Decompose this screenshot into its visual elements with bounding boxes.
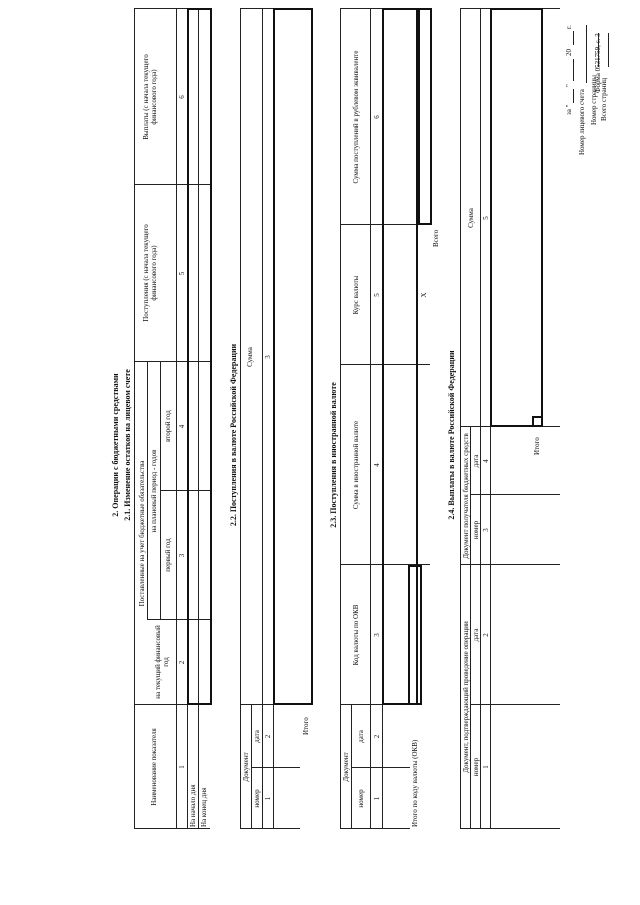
receipts-col: Поступления (с начала текущего финансового года) bbox=[142, 224, 158, 322]
indicator-header: Наименование показателя bbox=[150, 728, 158, 806]
recipient-doc-header: Документ получателя бюджетных средств bbox=[462, 433, 470, 559]
number-col: номер bbox=[253, 789, 261, 808]
year-suffix: г. bbox=[565, 25, 573, 29]
rub-sum-col: Сумма поступлений в рублевом эквиваленте bbox=[352, 50, 360, 184]
page-number-line bbox=[598, 33, 599, 67]
doc-header: Документ bbox=[242, 752, 250, 782]
total-pages-label: Всего страниц bbox=[600, 77, 608, 121]
payments-sum-col: Сумма bbox=[467, 208, 475, 228]
section-24-title: 2.4. Выплаты в валюте Российской Федерации bbox=[447, 350, 456, 520]
date-prefix: за " bbox=[565, 104, 573, 115]
account-number-line bbox=[586, 25, 587, 83]
payments-rub-total: Итого bbox=[533, 437, 541, 455]
section-23-title: 2.3. Поступления в иностранной валюте bbox=[329, 382, 338, 528]
payments-total-box bbox=[532, 416, 543, 427]
okv-col: Код валюты по ОКВ bbox=[352, 604, 360, 666]
section-title: 2. Операции с бюджетными средствами bbox=[111, 373, 120, 517]
form-sheet: Форма 0531759, с. 3 Номер лицевого счета за " " 20 г. 2. Операции с бюджетными средствами 2.1. Изменение остатков на лицевом счете Наименование показателя Поставленные на учет бюджетные обязательства на текущий финансовый год на плановый период - годов первый год второй год Поступления (с начала текущего финансового года) Выплаты (с начала текущего финансового года) 1 2 3 4 5 6 На начало дня На конец дня 2.2. Поступления в валюте Российской Федерации Документ номер дата Сумма 1 2 3 Итого 2.3. Поступления в иностранной валюте Документ номер дата Код валюты по ОКВ Сумма в иностранной валюте Курс валюты Сумма поступлений в рублевом эквиваленте 1 2 3 4 5 6 Итого по коду валюты (ОКВ) X Всего 2.4. Выплаты в валюте Российской Федерации Документ, подтверждающий проведение операции Документ получателя бюджетных средств номер дата номер дата Сумма 1 2 3 4 5 Итого Номер страницы Всего страниц bbox=[0, 0, 640, 905]
planning-period-header: на плановый период - годов bbox=[150, 449, 158, 533]
budget-obligations-header: Поставленные на учет бюджетные обязательства bbox=[138, 460, 146, 607]
payments-rub-data-box bbox=[490, 8, 543, 427]
okv-total-box bbox=[408, 565, 422, 705]
section-22-title: 2.2. Поступления в валюте Российской Федерации bbox=[229, 343, 238, 527]
second-year-col: второй год bbox=[164, 410, 172, 442]
current-year-col: на текущий финансовый год bbox=[154, 625, 170, 699]
page-number-label: Номер страницы bbox=[590, 74, 598, 125]
first-year-col: первый год bbox=[164, 538, 172, 572]
row-end-of-day: На конец дня bbox=[200, 787, 208, 827]
sum-col: Сумма bbox=[246, 347, 254, 367]
year-prefix: 20 bbox=[565, 49, 573, 56]
balance-data-box bbox=[187, 8, 212, 705]
section-21-title: 2.1. Изменение остатков на лицевом счете bbox=[123, 369, 132, 521]
grand-total-box bbox=[418, 8, 432, 225]
form-code: Форма 0531759, с. 3 bbox=[594, 33, 602, 93]
account-number-label: Номер лицевого счета bbox=[578, 89, 586, 155]
total-pages-line bbox=[608, 33, 609, 67]
date-col: дата bbox=[253, 730, 261, 743]
doc-confirm-header: Документ, подтверждающий проведение операции bbox=[462, 621, 470, 773]
foreign-sum-col: Сумма в иностранной валюте bbox=[352, 420, 360, 510]
x-mark: X bbox=[420, 292, 428, 298]
total-by-okv: Итого по коду валюты (ОКВ) bbox=[411, 739, 419, 827]
row-start-of-day: На начало дня bbox=[189, 784, 197, 827]
receipts-rub-total: Итого bbox=[302, 717, 310, 735]
grand-total: Всего bbox=[432, 229, 440, 247]
rate-col: Курс валюты bbox=[352, 275, 360, 315]
receipts-rub-data-box bbox=[273, 8, 313, 705]
payments-col: Выплаты (с начала текущего финансового года) bbox=[142, 54, 158, 140]
